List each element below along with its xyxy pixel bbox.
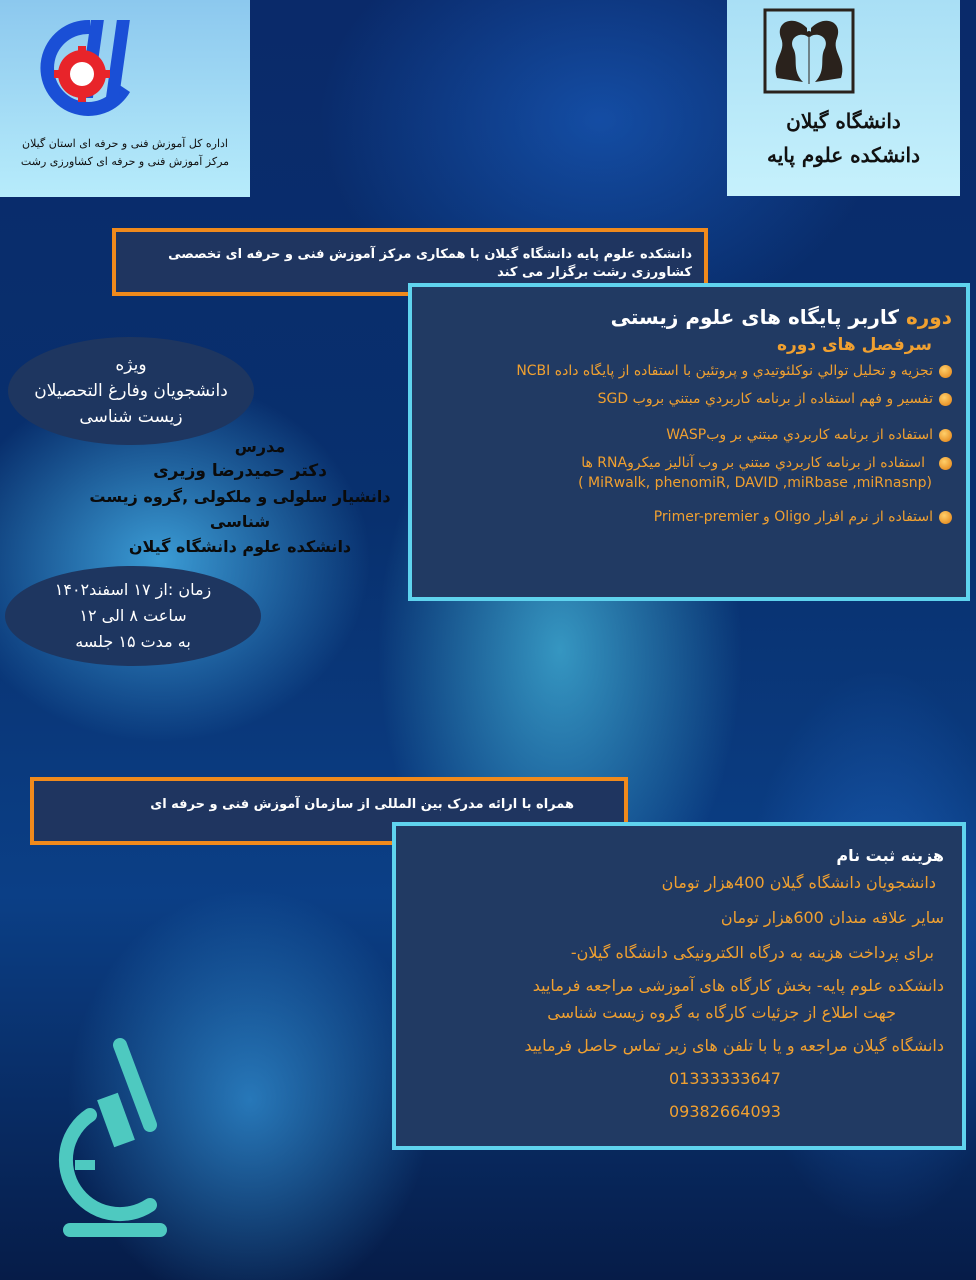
fee-contact-line1: جهت اطلاع از جزئیات کارگاه به گروه زیست شناسی (547, 1003, 896, 1022)
bullet-icon (939, 365, 952, 378)
syllabus-item: تجزیه و تحلیل توالي نوكلئوتيدي و پروتئین با استفاده از پایگاه داده NCBI (422, 361, 952, 381)
logo-left-line1: اداره کل آموزش فنی و حرفه ای استان گیلان (22, 137, 228, 150)
fee-heading: هزینه ثبت نام (836, 846, 944, 865)
vocational-emblem-icon (30, 12, 145, 122)
bullet-icon (939, 393, 952, 406)
university-emblem-icon (763, 8, 855, 94)
schedule-sessions: به مدت ۱۵ جلسه (75, 632, 191, 651)
vocational-training-logo (0, 0, 250, 197)
registration-fee-panel (392, 822, 966, 1150)
course-title-text: کاربر پایگاه های علوم زیستی (610, 305, 900, 329)
syllabus-item: تفسیر و فهم استفاده از برنامه كاربردي مبتني بروب SGD (422, 389, 952, 409)
schedule-badge (5, 566, 261, 666)
course-title (422, 305, 952, 329)
syllabus-item: استفاده از نرم افزار Oligo و Primer-premier (422, 507, 952, 527)
schedule-hours: ساعت ۸ الی ۱۲ (79, 606, 187, 625)
logo-left-line2: مرکز آموزش فنی و حرفه ای کشاورزی رشت (20, 155, 230, 168)
logo-right-line2: دانشکده علوم پایه (766, 143, 921, 167)
bullet-icon (939, 457, 952, 470)
course-title-prefix: دوره (905, 305, 952, 329)
phone-number[interactable]: 01333333647 (669, 1069, 781, 1088)
instructor-name: دکتر حمیدرضا وزیری (153, 461, 327, 481)
audience-line2: دانشجویان وفارغ التحصیلان (34, 381, 228, 401)
organizer-text: دانشکده علوم پایه دانشگاه گیلان با همکاری مرکز آموزش فنی و حرفه ای تخصصی کشاورزی رشت برگزار می کند (168, 247, 692, 280)
instructor-position: دانشیار سلولی و ملکولی ,گروه زیست شناسی (89, 487, 391, 531)
fee-contact-line2: دانشگاه گیلان مراجعه و یا با تلفن های زیر تماس حاصل فرمایید (524, 1036, 944, 1055)
instructor-label: مدرس (234, 437, 286, 456)
syllabus-heading: سرفصل های دوره (776, 335, 932, 355)
microscope-icon (50, 1035, 170, 1245)
fee-students: دانشجویان دانشگاه گیلان 400هزار تومان (661, 873, 936, 892)
audience-badge (8, 337, 254, 445)
fee-others: سایر علاقه مندان 600هزار تومان (720, 908, 944, 927)
fee-payment-line2: دانشکده علوم پایه- بخش کارگاه های آموزشی مراجعه فرمایید (532, 976, 944, 995)
syllabus-item-detail: ( MiRwalk, phenomiR, DAVID ,miRbase ,miRnasnp) (578, 475, 932, 491)
fee-payment-line1: برای پرداخت هزینه به درگاه الکترونیکی دانشگاه گیلان- (570, 943, 934, 962)
instructor-info (70, 434, 410, 559)
course-panel (408, 283, 970, 601)
audience-line3: زیست شناسی (79, 407, 183, 427)
bullet-icon (939, 511, 952, 524)
bullet-icon (939, 429, 952, 442)
syllabus-item: استفاده از برنامه كاربردي مبتني بر وب آنالیز میکروRNA ها (422, 453, 952, 473)
schedule-date: زمان :از ۱۷ اسفند۱۴۰۲ (54, 580, 212, 599)
logo-right-line1: دانشگاه گیلان (786, 109, 901, 133)
instructor-faculty: دانشکده علوم دانشگاه گیلان (128, 537, 352, 556)
syllabus-item: استفاده از برنامه كاربردي مبتني بر وبWASP (422, 425, 952, 445)
certificate-text: همراه با ارائه مدرک بین المللی از سازمان آموزش فنی و حرفه ای (150, 797, 574, 812)
phone-number[interactable]: 09382664093 (669, 1102, 781, 1121)
audience-line1: ویژه (115, 355, 147, 375)
university-guilan-logo (727, 0, 960, 196)
